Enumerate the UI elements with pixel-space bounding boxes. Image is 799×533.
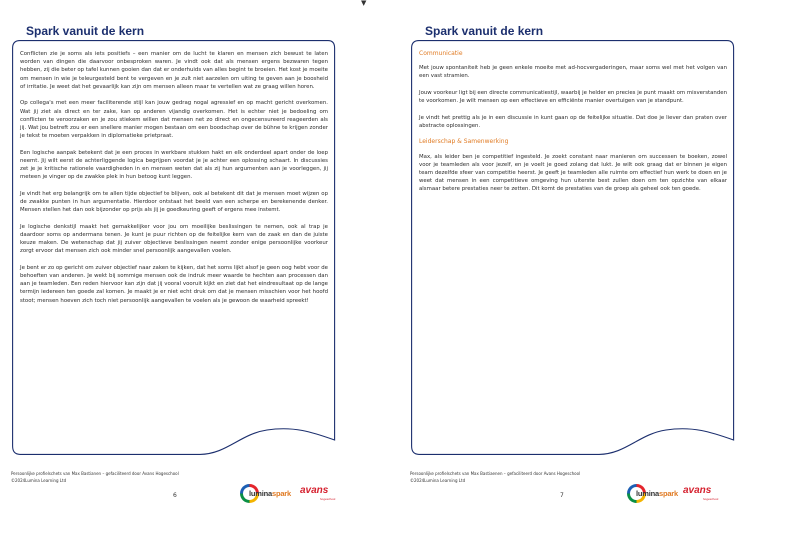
footer-copyright: ©2024Lumina Learning Ltd bbox=[11, 478, 67, 483]
body-text bbox=[419, 50, 727, 202]
paragraph: Je vindt het erg belangrijk om te allen tijde objectief te blijven, ook al betekent dit dat je mensen moet wijzen op de zwakke punten in hun argumentatie. Hierdoor ontstaat het beeld van een scherpe en berekenende denker. Mensen stellen het dan ook bijzonder op prijs als jij je goedkeuring geeft of ergens mee instemt. bbox=[20, 190, 328, 214]
page-title: Spark vanuit de kern bbox=[425, 24, 544, 38]
paragraph: Je logische denkstijl maakt het gemakkelijker voor jou om moeilijke beslissingen te nemen, ook al trap je daardoor soms op andermans tenen. Je kunt je puur richten op de feitelijke kern van de zaak en dan de juiste keuze maken. De wetenschap dat jij zuiver objectieve beslissingen neemt zonder enige persoonlijke voorkeur zorgt ervoor dat mensen zich ook minder snel persoonlijk aangevallen voelen. bbox=[20, 223, 328, 255]
avans-logo: avans hogeschool bbox=[683, 485, 719, 501]
page-title: Spark vanuit de kern bbox=[26, 24, 145, 38]
footer-credit: Persoonlijke profielschets van Max Bastianen – gefaciliteerd door Avans Hogeschool bbox=[11, 471, 179, 476]
paragraph: Op collega's met een meer faciliterende stijl kan jouw gedrag nogal agressief en op macht gericht overkomen. Wat jij ziet als direct en ter zake, kan op anderen vijandig overkomen. Het is echter niet je bedoeling om conflicten te veroorzaken en je zou stiekem willen dat mensen net zo direct en ongecensureerd reageerden als jij. Wat jou betreft zou er een snellere manier mogen bestaan om een boodschap over de bühne te krijgen zonder je tekst te moeten verpakken in diplomatieke prietpraat. bbox=[20, 100, 328, 140]
lumina-spark-logo bbox=[240, 482, 296, 506]
lumina-wordmark: luminaspark bbox=[249, 489, 291, 498]
footer bbox=[11, 470, 179, 484]
footer bbox=[410, 470, 580, 484]
avans-logo: avans hogeschool bbox=[300, 485, 336, 501]
paragraph: Met jouw spontaniteit heb je geen enkele moeite met ad-hocvergaderingen, maar soms wel met het volgen van een vast stramien. bbox=[419, 65, 727, 80]
paragraph: Max, als leider ben je competitief ingesteld. Je zoekt constant naar manieren om successen te boeken, zowel voor je teamleden als voor jezelf, en je voelt je goed zolang dat lukt. Je wilt ook graag dat er binnen je eigen team dezelfde sfeer van competitie heerst. Je geeft je teamleden alle ruimte om effectief hun werk te doen en je weet dat mensen in een competitieve omgeving hun uiterste best zullen doen om ten opzichte van elkaar alsmaar betere prestaties neer te zetten. Dit komt de prestaties van de groep als geheel ook ten goede. bbox=[419, 153, 727, 193]
lumina-spark-logo bbox=[627, 482, 683, 506]
body-text bbox=[20, 50, 328, 313]
page-number: 6 bbox=[173, 492, 177, 499]
paragraph: Je bent er zo op gericht om zuiver objectief naar zaken te kijken, dat het soms lijkt alsof je geen oog hebt voor de behoeften van anderen. Je wekt bij sommige mensen ook de indruk meer waarde te hechten aan processen dan aan je teamleden. Een reden hiervoor kan zijn dat jij vooral vooruit kijkt en ziet dat het eindresultaat op de lange termijn iedereen ten goede zal komen. Je maakt je er niet echt druk om dat je mensen misschien voor het hoofd stoot; mensen hoeven zich toch niet persoonlijk aangevallen te voelen als je gewoon de waarheid spreekt! bbox=[20, 264, 328, 304]
paragraph: Een logische aanpak betekent dat je een proces in werkbare stukken hakt en elk onderdeel apart onder de loep neemt. Jij wilt eerst de achterliggende logica begrijpen voordat je je achter een oplossing schaart. In discussies zet je je kritische rationele vaardigheden in en mensen weten dat als zij hun argumenten aan je voorleggen, jij meteen je vinger op de zwakke plek in hun betoog kunt leggen. bbox=[20, 149, 328, 181]
content-frame bbox=[411, 40, 739, 456]
footer-credit: Persoonlijke profielschets van Max Bastiaenen – gefaciliteerd door Avans Hogeschool bbox=[410, 471, 581, 476]
paragraph: Jouw voorkeur ligt bij een directe communicatiestijl, waarbij je helder en precies je punt maakt om misverstanden te voorkomen. Je wilt mensen op een effectieve en efficiënte manier overtuigen van je standpunt. bbox=[419, 89, 727, 105]
footer-copyright: ©2024Lumina Learning Ltd bbox=[410, 478, 466, 483]
paragraph: Je vindt het prettig als je in een discussie in kunt gaan op de feitelijke situatie. Dat doe je liever dan praten over abstracte oplossingen. bbox=[419, 114, 727, 129]
page-scroll-marker-icon: ▼ bbox=[361, 0, 367, 7]
page-6 bbox=[0, 0, 390, 533]
section-heading-leiderschap: Leiderschap & Samenwerking bbox=[419, 138, 509, 146]
content-frame bbox=[12, 40, 340, 456]
lumina-wordmark: luminaspark bbox=[636, 489, 678, 498]
page-7 bbox=[399, 0, 789, 533]
paragraph: Conflicten zie je soms als iets positiefs – een manier om de lucht te klaren en mensen zich bewust te laten worden van dingen die daarvoor onbesproken waren. Je vindt ook dat als mensen ergens bezwaren tegen hebben, zij die beter op tafel kunnen gooien dan dat er onderhuids van alles begint te broeien. Het kost je moeite om mensen in wie je teleurgesteld bent te vergeven en je zult niet aarzelen om uiting te geven aan je boosheid of irritatie. Je weet dat het gevaarlijk kan zijn om mensen alleen maar te vertellen wat ze graag willen horen. bbox=[20, 51, 328, 90]
section-heading-communicatie: Communicatie bbox=[419, 50, 463, 57]
page-number: 7 bbox=[560, 492, 564, 499]
